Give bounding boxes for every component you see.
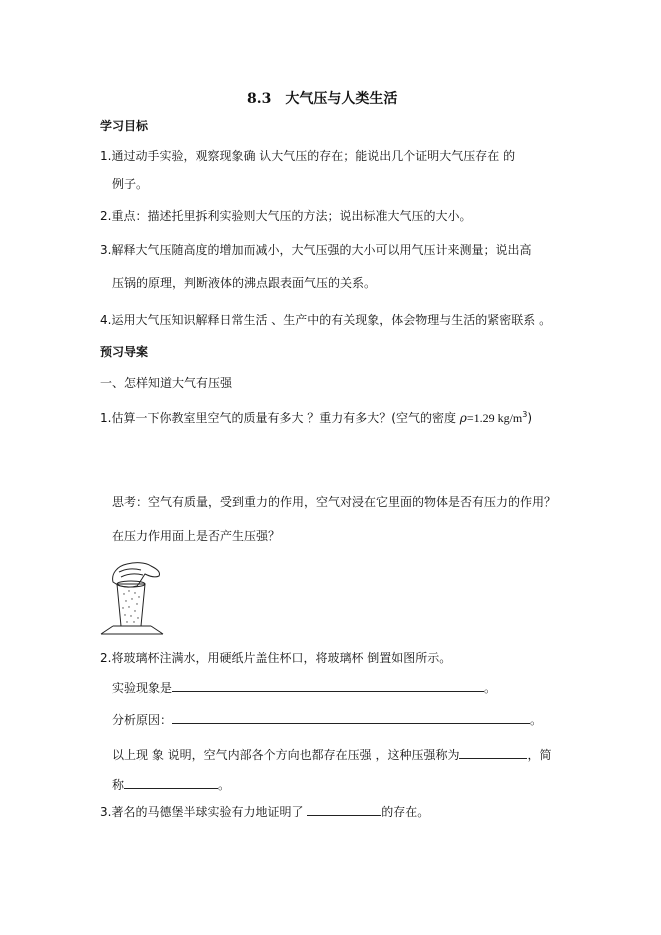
conclusion-text: 以上现 象 说明，空气内部各个方向也都存在压强 ，这种压强称为 [112,748,460,762]
goal-3-line-2: 压锅的原理，判断液体的沸点跟表面气压的关系。 [112,276,377,290]
rho-symbol: ρ [459,411,467,425]
phenomenon-line [112,679,496,696]
conclusion-short: ，简 [527,748,552,762]
question-1-text: 1.估算一下你教室里空气的质量有多大 ？重力有多大？(空气的密度 [100,411,460,425]
analysis-label: 分析原因： [112,713,173,727]
conclusion-line-1 [112,746,551,763]
analysis-period: 。 [530,713,543,727]
section-heading: 一、怎样知道大气有压强 [100,376,233,390]
conclusion-period: 。 [218,778,231,792]
magdeburg-blank[interactable] [307,803,381,816]
short-name-blank[interactable] [124,776,218,789]
phenomenon-blank[interactable] [172,679,484,692]
question-3 [100,803,429,820]
conclusion-line-2 [112,776,230,793]
goal-3-line-1: 3.解释大气压随高度的增加而减小，大气压强的大小可以用气压计来测量；说出高 [100,243,532,257]
think-line-2: 在压力作用面上是否产生压强？ [112,529,281,543]
inverted-glass-figure [99,560,165,636]
phenomenon-period: 。 [484,681,497,695]
goal-1-line-1: 1.通过动手实验，观察现象确 认大气压的存在；能说出几个证明大气压存在 的 [100,149,516,163]
goal-4: 4.运用大气压知识解释日常生活 、生产中的有关现象，体会物理与生活的紧密联系 。 [100,313,552,327]
pressure-name-blank[interactable] [459,746,527,759]
question-2: 2.将玻璃杯注满水，用硬纸片盖住杯口，将玻璃杯 倒置如图所示。 [100,651,452,665]
question-1-end: ) [527,411,533,425]
page-title: 8.3 大气压与人类生活 [247,91,398,107]
goals-heading: 学习目标 [100,119,149,133]
goal-2: 2.重点：描述托里拆利实验则大气压的方法；说出标准大气压的大小。 [100,209,472,223]
analysis-line [112,711,542,728]
question-3-suffix: 的存在。 [381,805,430,819]
question-1 [100,407,532,426]
analysis-blank[interactable] [172,711,530,724]
preview-heading: 预习导案 [100,345,149,359]
phenomenon-label: 实验现象是 [112,681,173,695]
density-value: =1.29 kg/m [466,411,523,425]
density-exponent: 3 [522,410,528,419]
short-name-label: 称 [112,778,125,792]
think-line-1: 思考：空气有质量，受到重力的作用，空气对浸在它里面的物体是否有压力的作用？ [112,495,557,509]
goal-1-line-2: 例子。 [112,177,149,191]
question-3-text: 3.著名的马德堡半球实验有力地证明了 [100,805,308,819]
